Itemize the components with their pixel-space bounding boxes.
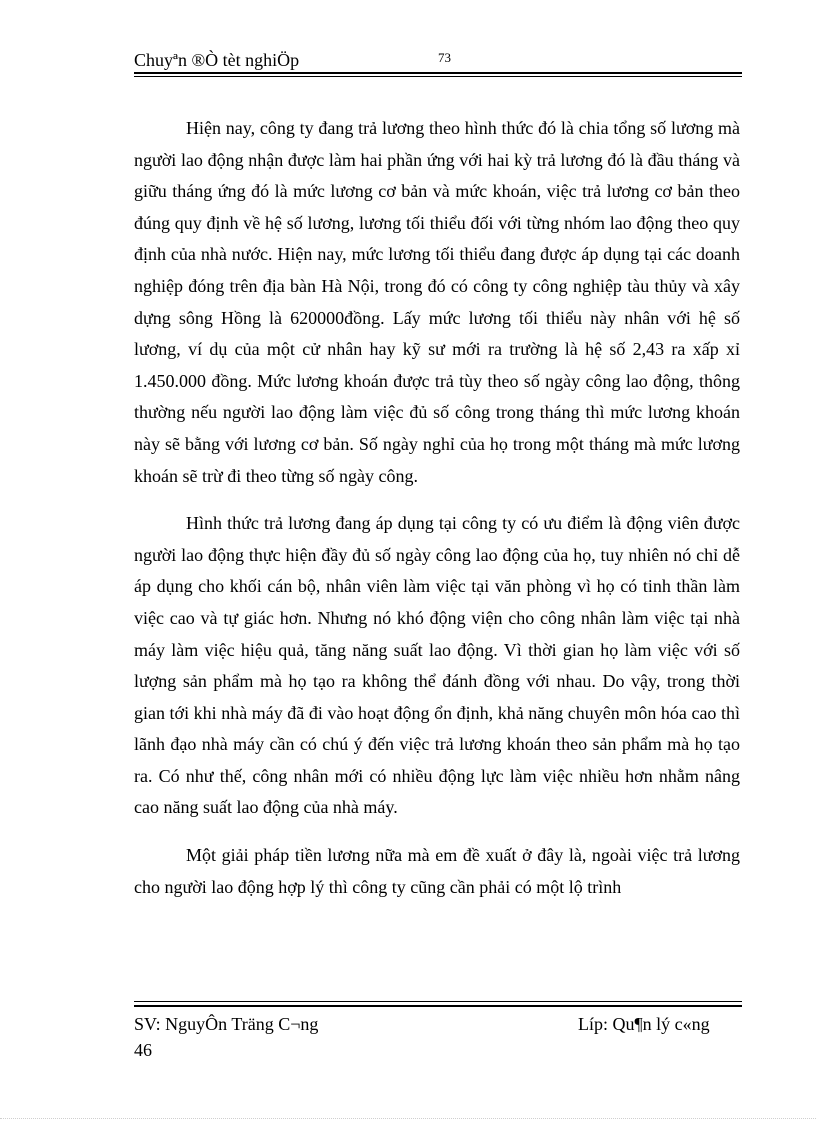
header-rule-thin	[134, 76, 742, 77]
page-edge-dotted-line	[0, 1118, 816, 1119]
body-text	[134, 113, 740, 919]
paragraph: Hình thức trả lương đang áp dụng tại công ty có ưu điểm là động viên được người lao động thực hiện đầy đủ số ngày công lao động của họ, tuy nhiên nó chỉ dễ áp dụng cho khối cán bộ, nhân viên làm việc tại văn phòng vì họ có tinh thần làm việc cao và tự giác hơn. Nhưng nó khó động viện cho công nhân làm việc tại nhà máy làm việc hiệu quả, tăng năng suất lao động. Vì thời gian họ làm việc với số lượng sản phẩm mà họ tạo ra không thể đánh đồng với nhau. Do vậy, trong thời gian tới khi nhà máy đã đi vào hoạt động ổn định, khả năng chuyên môn hóa cao thì lãnh đạo nhà máy cần có chú ý đến việc trả lương khoán theo sản phẩm mà họ tạo ra. Có như thế, công nhân mới có nhiều động lực làm việc nhiều hơn nhằm nâng cao năng suất lao động của nhà máy.	[134, 513, 740, 818]
footer-rule-thin	[134, 1001, 742, 1002]
header-page-number: 73	[438, 50, 451, 65]
footer-number: 46	[134, 1040, 152, 1060]
footer-class: Líp: Qu¶n lý c«ng	[578, 1014, 710, 1034]
footer-rule-thick	[134, 1005, 742, 1007]
header-rule-thick	[134, 72, 742, 74]
paragraph: Một giải pháp tiền lương nữa mà em đề xuất ở đây là, ngoài việc trả lương cho người lao động hợp lý thì công ty cũng cần phải có một lộ trình	[134, 845, 740, 897]
footer-student: SV: NguyÔn Träng C¬ng	[134, 1014, 319, 1034]
header-title: Chuyªn ®Ò tèt nghiÖp	[134, 50, 300, 70]
paragraph: Hiện nay, công ty đang trả lương theo hình thức đó là chia tổng số lương mà người lao động nhận được làm hai phần ứng với hai kỳ trả lương đó là đầu tháng và giữu tháng ứng đó là mức lương cơ bản và mức khoán, việc trả lương cơ bản theo đúng quy định về hệ số lương, lương tối thiểu đối với từng nhóm lao động theo quy định của nhà nước. Hiện nay, mức lương tối thiểu đang được áp dụng tại các doanh nghiệp đóng trên địa bàn Hà Nội, trong đó có công ty công nghiệp tàu thủy và xây dựng sông Hồng là 620000đồng. Lấy mức lương tối thiểu này nhân với hệ số lương, ví dụ của một cử nhân hay kỹ sư mới ra trường là hệ số 2,43 ra xấp xỉ 1.450.000 đồng. Mức lương khoán được trả tùy theo số ngày công lao động, thông thường nếu người lao động làm việc đủ số công trong tháng thì mức lương khoán này sẽ bằng với lương cơ bản. Số ngày nghỉ của họ trong một tháng mà mức lương khoán sẽ trừ đi theo từng số ngày công.	[134, 118, 740, 486]
